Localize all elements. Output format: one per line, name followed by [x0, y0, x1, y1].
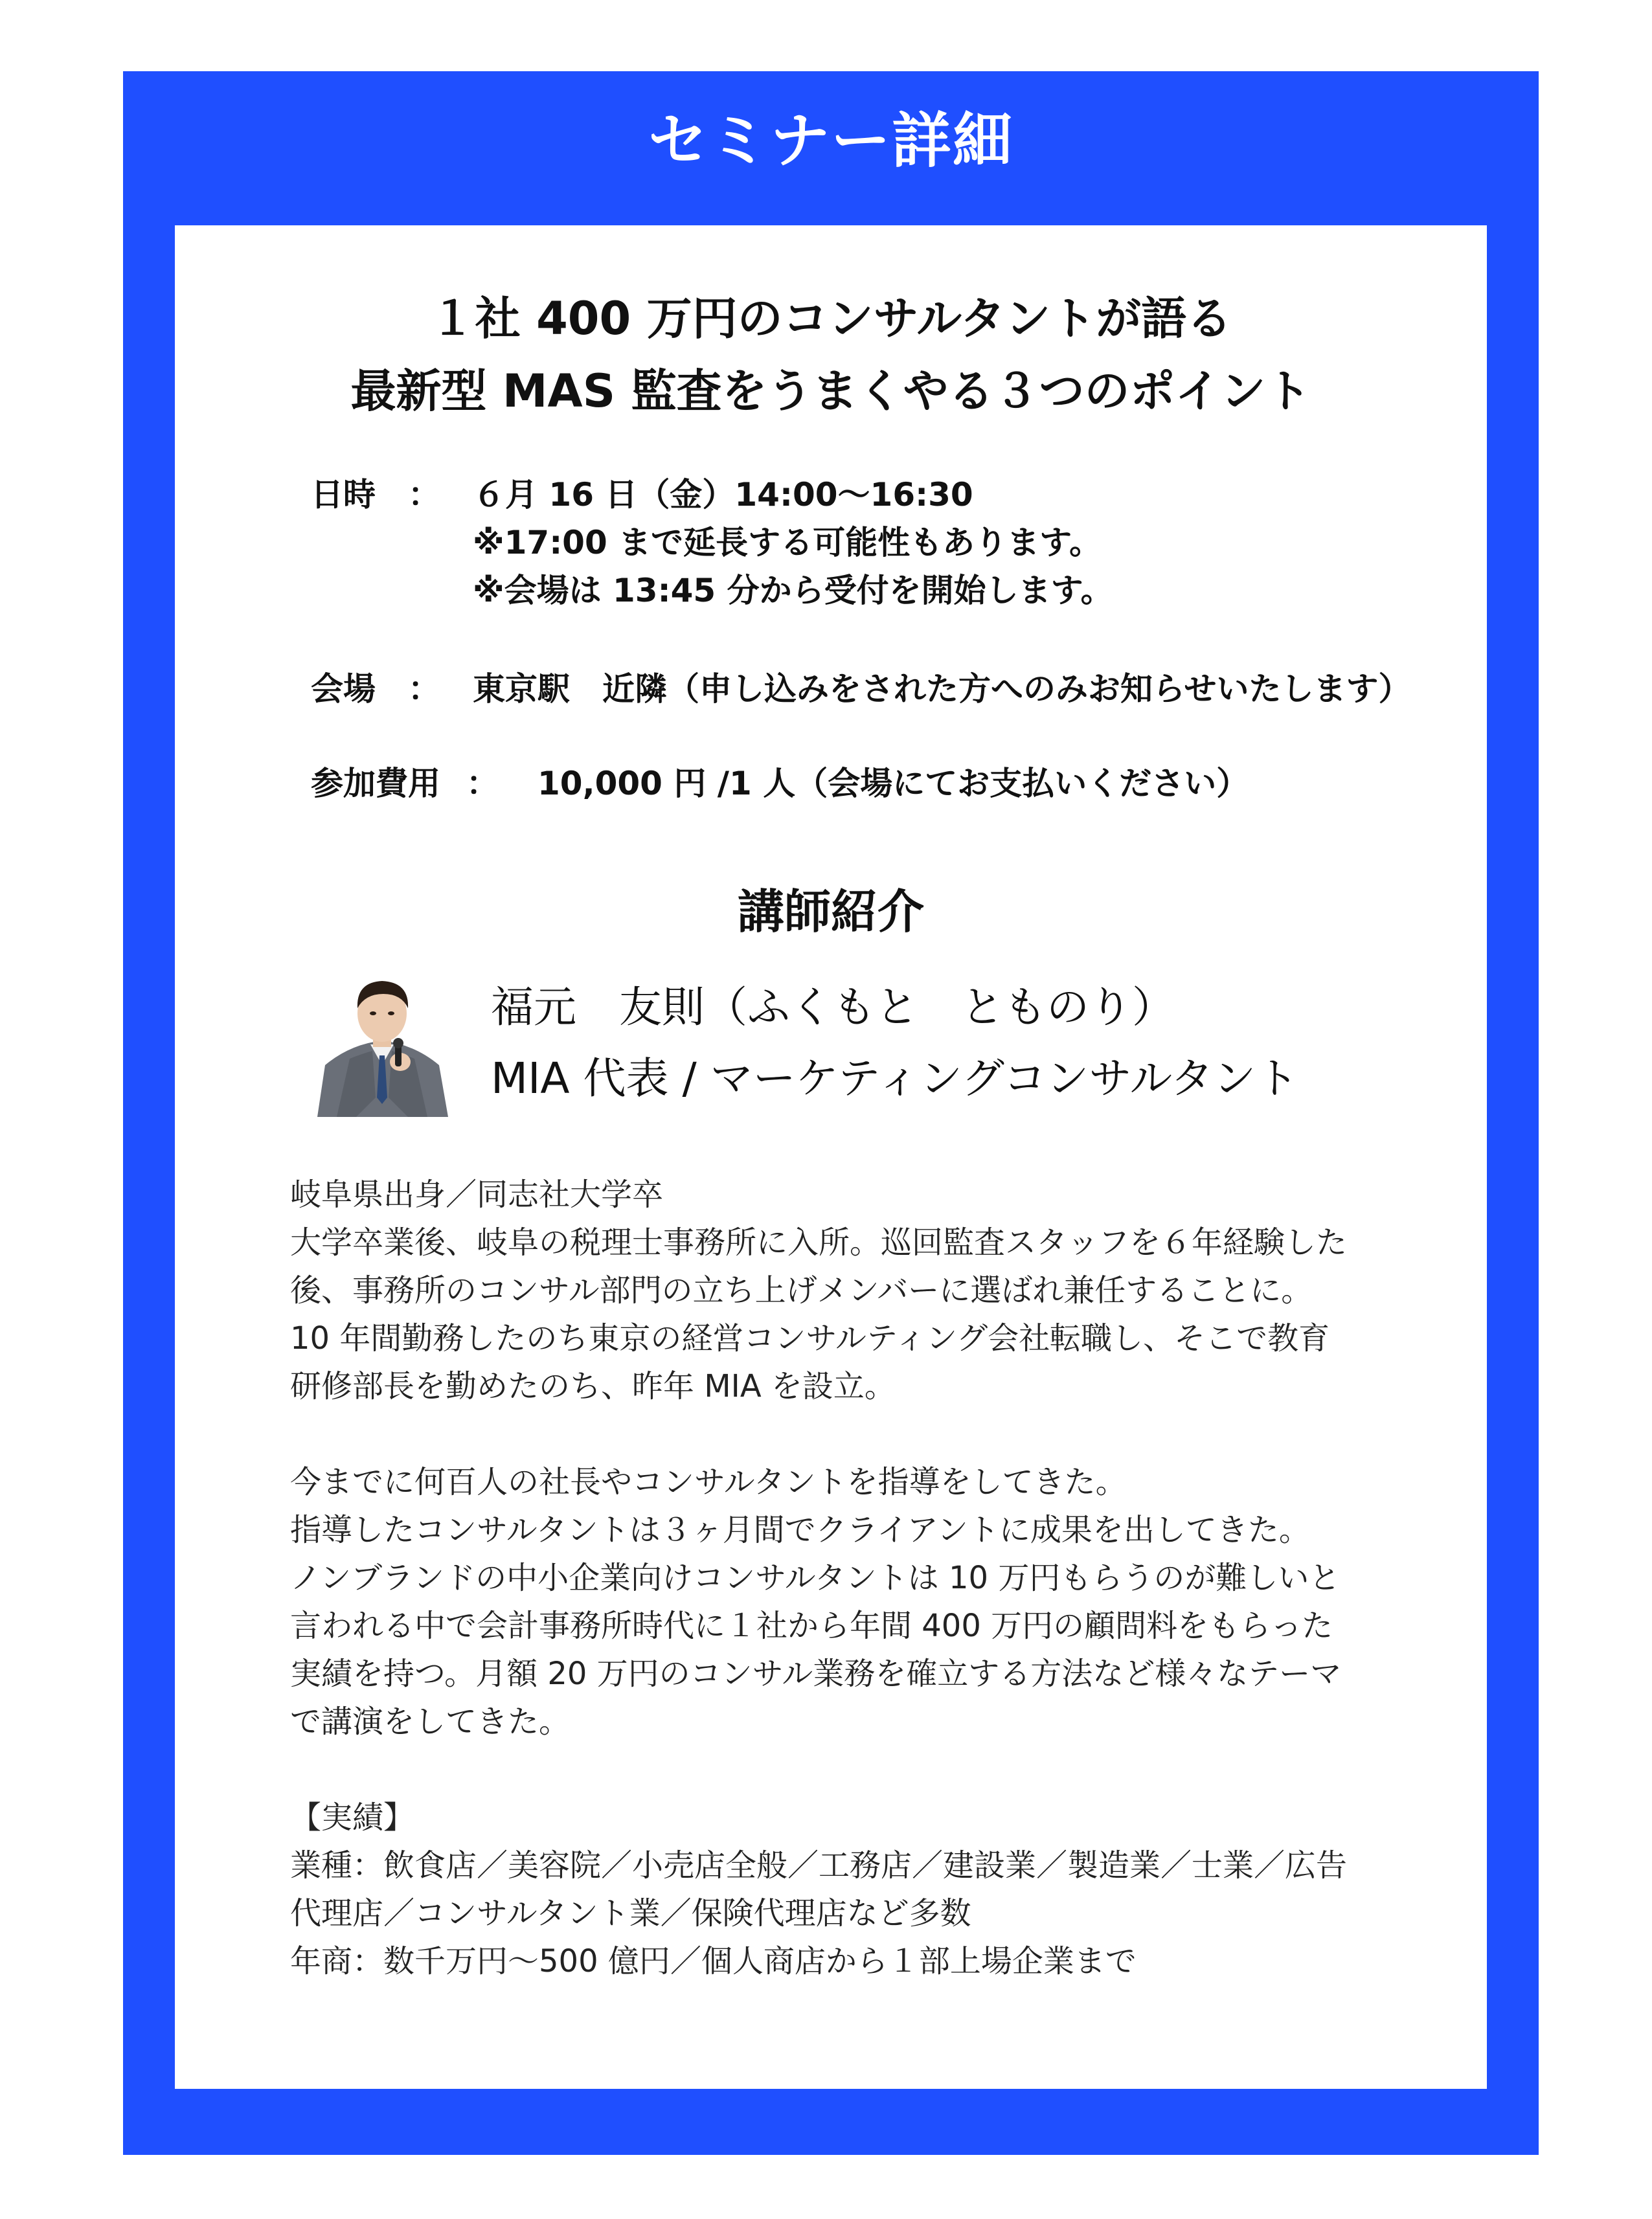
bio-line: 研修部長を勤めたのち、昨年 MIA を設立。	[290, 1368, 896, 1404]
venue-colon: ：	[408, 670, 440, 708]
seminar-title-line-1: １社 400 万円のコンサルタントが語る	[429, 292, 1232, 345]
datetime-label: 日時	[311, 476, 376, 513]
page-title: セミナー詳細	[648, 106, 1013, 175]
content-panel	[175, 225, 1487, 2089]
bio-line: 10 年間勤務したのち東京の経営コンサルティング会社転職し、そこで教育	[290, 1320, 1330, 1357]
bio-line: 後、事務所のコンサル部門の立ち上げメンバーに選ばれ兼任することに。	[290, 1272, 1313, 1309]
bio-line: 言われる中で会計事務所時代に１社から年間 400 万円の顧問料をもらった	[290, 1608, 1333, 1644]
bio-line: ノンブランドの中小企業向けコンサルタントは 10 万円もらうのが難しいと	[290, 1560, 1341, 1596]
fee-value: 10,000 円 /1 人（会場にてお支払いください）	[537, 765, 1249, 802]
seminar-title-line-2: 最新型 MAS 監査をうまくやる３つのポイント	[350, 365, 1311, 418]
datetime-note-1: ※17:00 まで延長する可能性もあります。	[473, 524, 1102, 561]
bio-line: 業種：飲食店／美容院／小売店全般／工務店／建設業／製造業／士業／広告	[290, 1847, 1348, 1884]
bio-line: で講演をしてきた。	[290, 1704, 571, 1740]
bio-line: 【実績】	[290, 1799, 415, 1836]
lecturer-photo	[311, 968, 453, 1117]
lecturer-name: 福元 友則（ふくもと とものり）	[491, 982, 1175, 1032]
bio-line: 大学卒業後、岐阜の税理士事務所に入所。巡回監査スタッフを６年経験した	[290, 1224, 1348, 1261]
lecturer-role: MIA 代表 / マーケティングコンサルタント	[491, 1053, 1299, 1103]
venue-value: 東京駅 近隣（申し込みをされた方へのみお知らせいたします）	[473, 670, 1411, 708]
datetime-value: ６月 16 日（金）14:00〜16:30	[473, 476, 973, 513]
venue-label: 会場	[311, 670, 376, 708]
bio-line: 指導したコンサルタントは３ヶ月間でクライアントに成果を出してきた。	[290, 1512, 1310, 1548]
bio-line: 今までに何百人の社長やコンサルタントを指導をしてきた。	[290, 1464, 1127, 1500]
seminar-title	[175, 282, 1487, 427]
bio-line: 年商：数千万円〜500 億円／個人商店から１部上場企業まで	[290, 1943, 1137, 1979]
lecturer-heading: 講師紹介	[737, 884, 924, 939]
fee-colon: ：	[466, 765, 499, 802]
bio-paragraph-3	[290, 1794, 1347, 1985]
bio-paragraph-1	[290, 1171, 1347, 1410]
bio-line: 岐阜県出身／同志社大学卒	[290, 1177, 664, 1213]
fee-label: 参加費用	[311, 765, 440, 802]
bio-line: 実績を持つ。月額 20 万円のコンサル業務を確立する方法など様々なテーマ	[290, 1656, 1342, 1692]
datetime-note-2: ※会場は 13:45 分から受付を開始します。	[473, 572, 1113, 609]
datetime-colon: ：	[408, 476, 440, 513]
bio-line: 代理店／コンサルタント業／保険代理店など多数	[290, 1895, 971, 1932]
bio-paragraph-2	[290, 1458, 1341, 1746]
seminar-frame	[123, 71, 1539, 2155]
